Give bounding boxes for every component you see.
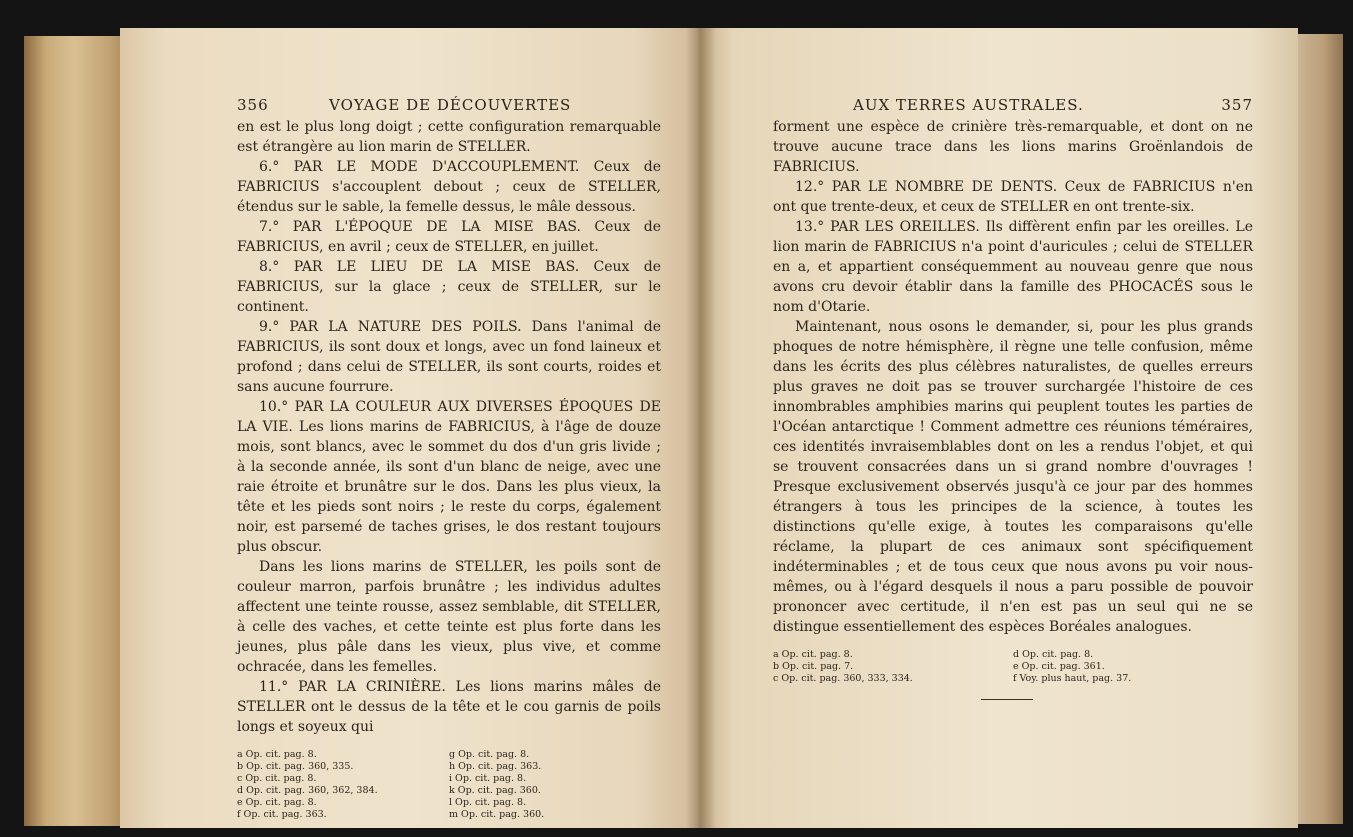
paragraph: 13.° PAR LES OREILLES. Ils diffèrent enfin par les oreilles. Le lion marin de FABRICIUS n'a point d'auricules ; celui de STELLER en a, et appartient conséquemment au nouveau genre que nous avons cru devoir établir dans la famille des PHOCACÉS sous le nom d'Otarie. bbox=[773, 219, 1253, 315]
footnote: h Op. cit. pag. 363. bbox=[449, 761, 542, 772]
paragraph: en est le plus long doigt ; cette configuration remarquable est étrangère au lion marin de STELLER. bbox=[237, 119, 661, 155]
page-number: 356 bbox=[237, 96, 269, 114]
footnote-column bbox=[237, 749, 449, 821]
left-page-text bbox=[237, 95, 661, 821]
book-gutter bbox=[686, 28, 716, 828]
footnote: c Op. cit. pag. 360, 333, 334. bbox=[773, 673, 913, 684]
footnote: a Op. cit. pag. 8. bbox=[237, 749, 317, 760]
footnote: d Op. cit. pag. 360, 362, 384. bbox=[237, 785, 378, 796]
footnote-column bbox=[773, 649, 1013, 685]
paragraph: 9.° PAR LA NATURE DES POILS. Dans l'animal de FABRICIUS, ils sont doux et longs, avec un fond laineux et profond ; dans celui de STELLER, ils sont courts, roides et sans aucune fourrure. bbox=[237, 319, 661, 395]
paragraph: 10.° PAR LA COULEUR AUX DIVERSES ÉPOQUES DE LA VIE. Les lions marins de FABRICIUS, à l'âge de douze mois, sont blancs, avec le sommet du dos d'un gris livide ; à la seconde année, ils sont d'un blanc de neige, avec une raie étroite et brunâtre sur le dos. Dans les plus vieux, la tête et les pieds sont noirs ; le reste du corps, également noir, est parsemé de taches grises, le dos restant toujours plus obscur. bbox=[237, 399, 661, 555]
page-edges-right bbox=[1293, 34, 1343, 824]
right-page-text bbox=[773, 95, 1253, 700]
footnote: d Op. cit. pag. 8. bbox=[1013, 649, 1094, 660]
footnote: b Op. cit. pag. 360, 335. bbox=[237, 761, 354, 772]
left-page bbox=[120, 28, 705, 828]
footnote: k Op. cit. pag. 360. bbox=[449, 785, 541, 796]
footnotes bbox=[237, 749, 661, 821]
footnote: a Op. cit. pag. 8. bbox=[773, 649, 853, 660]
footnote: g Op. cit. pag. 8. bbox=[449, 749, 530, 760]
footnote: f Op. cit. pag. 363. bbox=[237, 809, 327, 820]
footnote-column bbox=[1013, 649, 1253, 685]
footnote: c Op. cit. pag. 8. bbox=[237, 773, 317, 784]
page-number: 357 bbox=[1221, 96, 1253, 114]
footnotes bbox=[773, 649, 1253, 685]
paragraph: 8.° PAR LE LIEU DE LA MISE BAS. Ceux de FABRICIUS, sur la glace ; ceux de STELLER, sur le continent. bbox=[237, 259, 662, 315]
open-book bbox=[10, 28, 1343, 828]
footnote-column bbox=[449, 749, 661, 821]
running-title: VOYAGE DE DÉCOUVERTES bbox=[329, 96, 572, 114]
paragraph: forment une espèce de crinière très-remarquable, et dont on ne trouve aucune trace dans les lions marins Groënlandois de FABRICIUS. bbox=[773, 119, 1253, 175]
footnote: b Op. cit. pag. 7. bbox=[773, 661, 854, 672]
end-rule bbox=[981, 699, 1033, 700]
footnote: l Op. cit. pag. 8. bbox=[449, 797, 527, 808]
footnote: f Voy. plus haut, pag. 37. bbox=[1013, 673, 1132, 684]
right-header bbox=[773, 95, 1253, 117]
paragraph: 12.° PAR LE NOMBRE DE DENTS. Ceux de FABRICIUS n'en ont que trente-deux, et ceux de STELLER en ont trente-six. bbox=[773, 179, 1254, 215]
paragraph: 6.° PAR LE MODE D'ACCOUPLEMENT. Ceux de FABRICIUS s'accouplent debout ; ceux de STELLER, étendus sur le sable, la femelle dessus, le mâle dessous. bbox=[237, 159, 662, 215]
paragraph: 7.° PAR L'ÉPOQUE DE LA MISE BAS. Ceux de FABRICIUS, en avril ; ceux de STELLER, en juillet. bbox=[237, 219, 662, 255]
paragraph: 11.° PAR LA CRINIÈRE. Les lions marins mâles de STELLER ont le dessus de la tête et le cou garnis de poils longs et soyeux qui bbox=[237, 679, 661, 735]
right-page bbox=[698, 28, 1298, 828]
paragraph: Dans les lions marins de STELLER, les poils sont de couleur marron, parfois brunâtre ; les individus adultes affectent une teinte rousse, assez semblable, dit STELLER, à celle des vaches, et cette teinte est plus forte dans les jeunes, plus pâle dans les vieux, plus vive, et comme ochracée, dans les femelles. bbox=[237, 559, 661, 675]
left-header bbox=[237, 95, 661, 117]
running-title: AUX TERRES AUSTRALES. bbox=[853, 96, 1084, 114]
footnote: m Op. cit. pag. 360. bbox=[449, 809, 545, 820]
paragraph: Maintenant, nous osons le demander, si, pour les plus grands phoques de notre hémisphère, il règne une telle confusion, même dans les écrits des plus célèbres naturalistes, de quelles erreurs plus graves ne doit pas se trouver surchargée l'histoire de ces innombrables amphibies marins qui peuplent toutes les parties de l'Océan antarctique ! Comment admettre ces réunions téméraires, ces identités invraisemblables dont on les a rendus l'objet, et qui se trouvent consacrées dans un si grand nombre d'ouvrages ! Presque exclusivement observés jusqu'à ce jour par des hommes étrangers à tous les principes de la science, à toutes les distinctions qu'elle exige, à toutes les comparaisons qu'elle réclame, la plupart de ces animaux sont spécifiquement indéterminables ; et de tous ceux que nous avons pu voir nous-mêmes, ou à l'égard desquels il nous a paru possible de pouvoir prononcer avec certitude, il n'en est pas un seul qui ne se distingue essentiellement des espèces Boréales analogues. bbox=[773, 319, 1253, 635]
footnote: e Op. cit. pag. 8. bbox=[237, 797, 317, 808]
footnote: e Op. cit. pag. 361. bbox=[1013, 661, 1105, 672]
footnote: i Op. cit. pag. 8. bbox=[449, 773, 527, 784]
